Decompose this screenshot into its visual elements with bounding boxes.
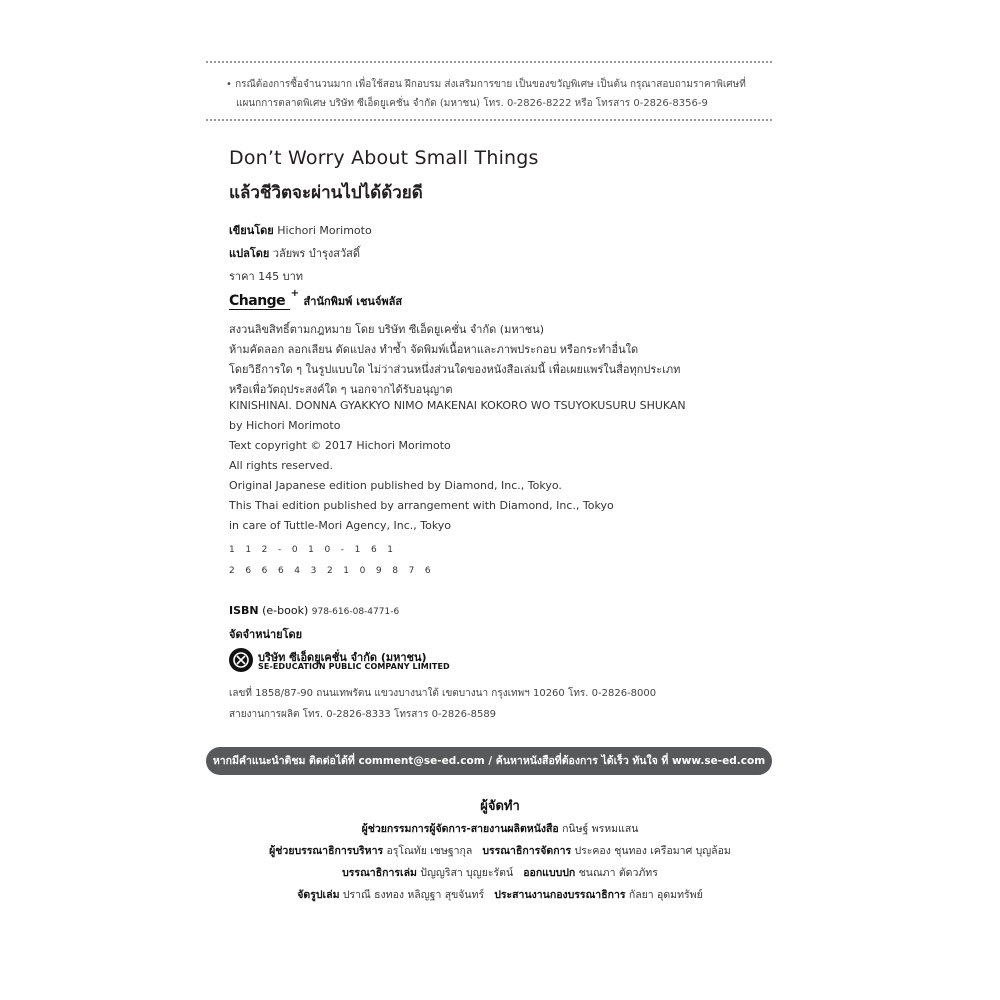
- copyright-line: This Thai edition published by arrangement with Diamond, Inc., Tokyo: [229, 499, 614, 512]
- copyright-line: หรือเพื่อวัตถุประสงค์ใด ๆ นอกจากได้รับอนุญาต: [229, 383, 453, 396]
- print-code-2: 2666432109876: [229, 566, 442, 576]
- copyright-line: Original Japanese edition published by Diamond, Inc., Tokyo.: [229, 479, 562, 492]
- credit-row: [0, 842, 1000, 859]
- se-ed-logo-icon: [229, 648, 253, 672]
- isbn-label: ISBN: [229, 604, 259, 617]
- logo-plus: +: [290, 288, 299, 299]
- copyright-line: สงวนลิขสิทธิ์ตามกฎหมาย โดย บริษัท ซีเอ็ดยูเคชั่น จำกัด (มหาชน): [229, 323, 545, 336]
- author-label: เขียนโดย: [229, 224, 274, 237]
- credit-row: [0, 864, 1000, 881]
- book-subtitle: แล้วชีวิตจะผ่านไปได้ด้วยดี: [229, 183, 423, 203]
- production-contact: สายงานการผลิต โทร. 0-2826-8333 โทรสาร 0-2826-8589: [229, 709, 497, 720]
- copyright-line: KINISHINAI. DONNA GYAKKYO NIMO MAKENAI KOKORO WO TSUYOKUSURU SHUKAN: [229, 399, 686, 412]
- imprint-brand: [229, 290, 402, 310]
- book-title: Don’t Worry About Small Things: [229, 147, 539, 169]
- credit-names: ปราณี ธงทอง หลิญฐา สุขจันทร์: [342, 889, 485, 901]
- notice-line-1: • กรณีต้องการซื้อจำนวนมาก เพื่อใช้สอน ฝึกอบรม ส่งเสริมการขาย เป็นของขวัญพิเศษ เป็นต้น กรุณาสอบถามราคาพิเศษที่: [226, 79, 746, 90]
- copyright-line: in care of Tuttle-Mori Agency, Inc., Tokyo: [229, 519, 452, 532]
- translator-label: แปลโดย: [229, 247, 270, 260]
- credit-row: [0, 886, 1000, 903]
- copyright-line: โดยวิธีการใด ๆ ในรูปแบบใด ไม่ว่าส่วนหนึ่งส่วนใดของหนังสือเล่มนี้ เพื่อเผยแพร่ในสื่อทุกประเภท: [229, 363, 681, 376]
- notice-line-2: แผนกการตลาดพิเศษ บริษัท ซีเอ็ดยูเคชั่น จำกัด (มหาชน) โทร. 0-2826-8222 หรือ โทรสาร 0-2826-8356-9: [236, 98, 708, 109]
- credit-names: ปัญญริสา บุญยะรัตน์: [420, 867, 514, 879]
- credit-names: ชนณภา ตัดวภัทร: [578, 867, 658, 879]
- contact-bar: [206, 747, 772, 775]
- credit-names: กนิษฐ์ พรหมแสน: [562, 823, 639, 835]
- distributor-name-th: บริษัท ซีเอ็ดยูเคชั่น จำกัด (มหาชน): [258, 651, 427, 664]
- translator-row: [229, 244, 360, 262]
- credit-role: บรรณาธิการเล่ม: [342, 867, 417, 879]
- distributor-label: จัดจำหน่ายโดย: [229, 628, 303, 641]
- credit-names: ประคอง ชุนทอง เครือมาศ บุญล้อม: [574, 845, 731, 857]
- price: ราคา 145 บาท: [229, 270, 304, 283]
- copyright-line: Text copyright © 2017 Hichori Morimoto: [229, 439, 451, 452]
- logo-text: Change: [229, 293, 286, 309]
- credit-role: ออกแบบปก: [523, 867, 576, 879]
- copyright-line: by Hichori Morimoto: [229, 419, 341, 432]
- credits-title: ผู้จัดทำ: [480, 799, 520, 814]
- credit-role: ประสานงานกองบรรณาธิการ: [494, 889, 626, 901]
- author-row: [229, 221, 372, 239]
- copyright-line: ห้ามคัดลอก ลอกเลียน ดัดแปลง ทำซ้ำ จัดพิมพ์เนื้อหาและภาพประกอบ หรือกระทำอื่นใด: [229, 343, 639, 356]
- translator-name: วลัยพร บำรุงสวัสดิ์: [272, 247, 361, 260]
- credit-names: อรุโณทัย เชษฐากุล: [386, 845, 473, 857]
- copyright-line: All rights reserved.: [229, 459, 334, 472]
- credit-row: [0, 820, 1000, 837]
- credit-role: บรรณาธิการจัดการ: [482, 845, 572, 857]
- change-plus-logo: [229, 288, 299, 309]
- credit-role: ผู้ช่วยกรรมการผู้จัดการ-สายงานผลิตหนังสือ: [361, 823, 559, 835]
- credit-role: จัดรูปเล่ม: [297, 889, 340, 901]
- special-order-notice: [206, 61, 772, 121]
- imprint-name: สำนักพิมพ์ เชนจ์พลัส: [303, 295, 403, 308]
- isbn: [229, 604, 399, 617]
- author-name: Hichori Morimoto: [277, 224, 372, 237]
- credit-role: ผู้ช่วยบรรณาธิการบริหาร: [269, 845, 384, 857]
- credit-names: กัลยา อุดมทรัพย์: [628, 889, 703, 901]
- isbn-type: (e-book): [262, 604, 309, 617]
- distributor-address: เลขที่ 1858/87-90 ถนนเทพรัตน แขวงบางนาใต้ เขตบางนา กรุงเทพฯ 10260 โทร. 0-2826-8000: [229, 688, 657, 699]
- isbn-number: 978-616-08-4771-6: [311, 607, 400, 617]
- distributor-name-en: SE-EDUCATION PUBLIC COMPANY LIMITED: [258, 662, 450, 671]
- print-code-1: 112-010-161: [229, 545, 404, 555]
- contact-bar-text: หากมีคำแนะนำติชม ติดต่อได้ที่ comment@se-ed.com / ค้นหาหนังสือที่ต้องการ ได้เร็ว ทันใจ ที่ www.se-ed.com: [212, 755, 766, 767]
